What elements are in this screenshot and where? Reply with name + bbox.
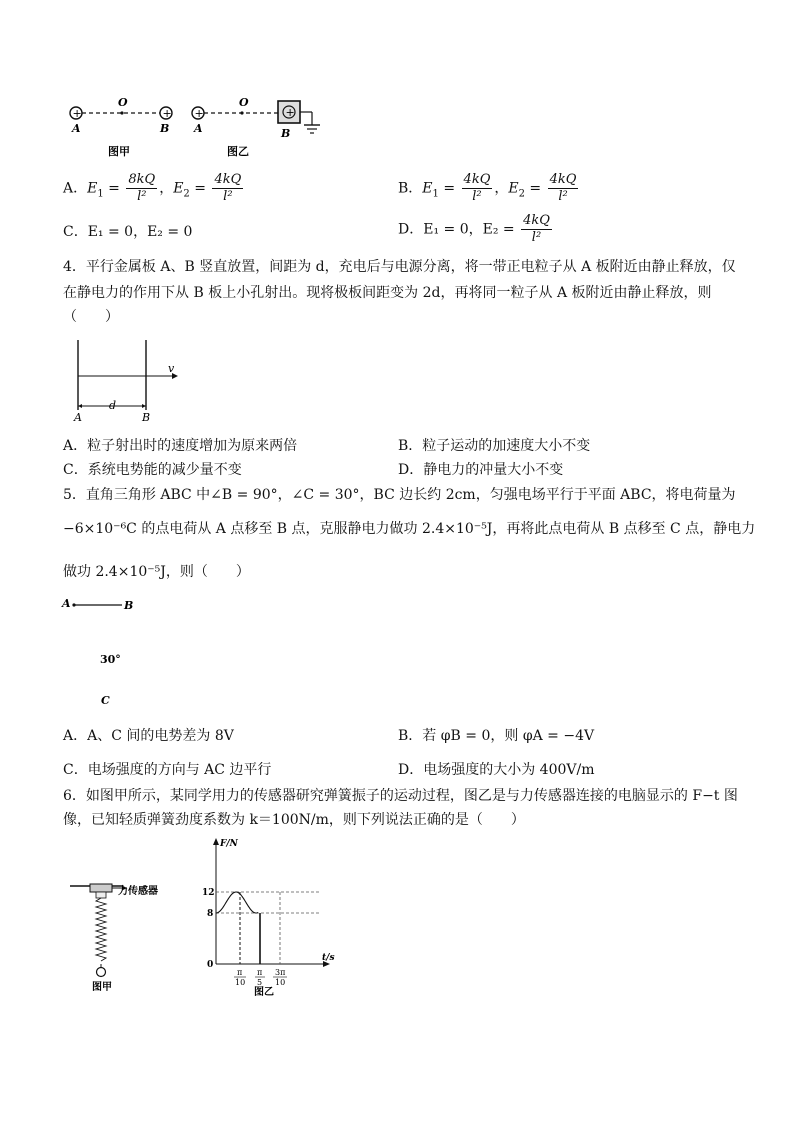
svg-text:+: + xyxy=(72,107,82,120)
q6-line-1: 6．如图甲所示，某同学用力的传感器研究弹簧振子的运动过程，图乙是与力传感器连接的电脑显示的 F−t 图 xyxy=(63,788,738,804)
q5-line-1: 5．直角三角形 ABC 中∠B = 90°，∠C = 30°，BC 边长约 2cm，匀强电场平行于平面 ABC，将电荷量为 xyxy=(63,487,736,503)
x-tick-3-num: 3π xyxy=(275,968,286,977)
q4-line-3: （ ） xyxy=(63,309,119,325)
label-plate-b: B xyxy=(142,411,151,424)
spring-oscillator-figure xyxy=(68,870,198,995)
oscillator-ball xyxy=(97,968,106,977)
label-a-jia: A xyxy=(72,122,81,135)
y-tick-12: 12 xyxy=(202,888,215,898)
x-axis-label: t/s xyxy=(322,953,335,963)
q5-option-c: C．电场强度的方向与 AC 边平行 xyxy=(63,762,272,778)
x-tick-2-den: 5 xyxy=(257,978,263,987)
q5-option-b: B．若 φB = 0，则 φA = −4V xyxy=(398,728,595,744)
triangle-figure xyxy=(58,592,158,710)
label-a-yi: A xyxy=(194,122,203,135)
label-o-jia: O xyxy=(118,96,128,109)
label-b-jia: B xyxy=(160,122,170,135)
series-line xyxy=(216,892,258,913)
svg-text:+: + xyxy=(162,107,172,120)
label-a: A xyxy=(62,597,71,610)
x-tick-1-num: π xyxy=(237,968,243,977)
svg-text:+: + xyxy=(285,106,295,119)
q3-option-c: C．E₁ = 0，E₂ = 0 xyxy=(63,224,193,240)
y-tick-8: 8 xyxy=(207,909,214,919)
label-c: C xyxy=(101,694,110,707)
label-b: B xyxy=(124,599,134,612)
spring xyxy=(96,898,106,961)
label-d: d xyxy=(109,399,117,412)
q3-option-a: A．$E_1$ = $\frac{8kQ}{\text{l²}}$ ，$E_2$ = $\frac{4kQ}{\text{l²}}$ xyxy=(63,172,242,204)
q4-line-2: 在静电力的作用下从 B 板上小孔射出。现将极板间距变为 2d，再将同一粒子从 A 板附近由静止释放，则 xyxy=(63,285,712,301)
label-angle: 30° xyxy=(100,653,121,666)
q5-line-2: −6×10⁻⁶C 的点电荷从 A 点移至 B 点，克服静电力做功 2.4×10⁻⁵J，再将此点电荷从 B 点移至 C 点，静电力 xyxy=(63,521,756,537)
force-sensor xyxy=(90,884,112,892)
force-time-chart xyxy=(196,836,346,996)
q6-line-2: 像，已知轻质弹簧劲度系数为 k＝100N/m，则下列说法正确的是（ ） xyxy=(63,812,525,828)
q5-option-d: D．电场强度的大小为 400V/m xyxy=(398,762,595,778)
caption-jia: 图甲 xyxy=(92,982,112,993)
y-axis-label: F/N xyxy=(220,839,238,849)
label-o-yi: O xyxy=(239,96,249,109)
q5-line-3: 做功 2.4×10⁻⁵J，则（ ） xyxy=(63,564,250,580)
origin-label: 0 xyxy=(207,960,214,970)
q3-option-d: D．E₁ = 0，E₂ = $\frac{4kQ}{\text{l²}}$ xyxy=(398,213,550,245)
q4-option-d: D．静电力的冲量大小不变 xyxy=(398,462,564,478)
q4-line-1: 4．平行金属板 A、B 竖直放置，间距为 d，充电后与电源分离，将一带正电粒子从 A 板附近由静止释放，仅 xyxy=(63,259,736,275)
label-b-yi: B xyxy=(281,127,291,140)
caption-jia: 图甲 xyxy=(108,145,130,158)
q4-option-a: A．粒子射出时的速度增加为原来两倍 xyxy=(63,438,298,454)
x-tick-2-num: π xyxy=(257,968,263,977)
x-tick-3-den: 10 xyxy=(275,978,286,987)
q4-option-b: B．粒子运动的加速度大小不变 xyxy=(398,438,591,454)
x-tick-1-den: 10 xyxy=(235,978,246,987)
parallel-plates-figure xyxy=(68,338,188,426)
q3-option-b: B．$E_1$ = $\frac{4kQ}{\text{l²}}$ ，$E_2$ = $\frac{4kQ}{\text{l²}}$ xyxy=(398,172,577,204)
caption-yi: 图乙 xyxy=(227,145,249,158)
caption-yi: 图乙 xyxy=(254,987,274,996)
charge-figures xyxy=(60,95,340,165)
svg-text:+: + xyxy=(194,107,204,120)
label-plate-a: A xyxy=(74,411,82,424)
sensor-label: 力传感器 xyxy=(118,886,158,897)
label-v: v xyxy=(168,362,175,375)
q4-option-c: C．系统电势能的减少量不变 xyxy=(63,462,242,478)
q5-option-a: A．A、C 间的电势差为 8V xyxy=(63,728,234,744)
